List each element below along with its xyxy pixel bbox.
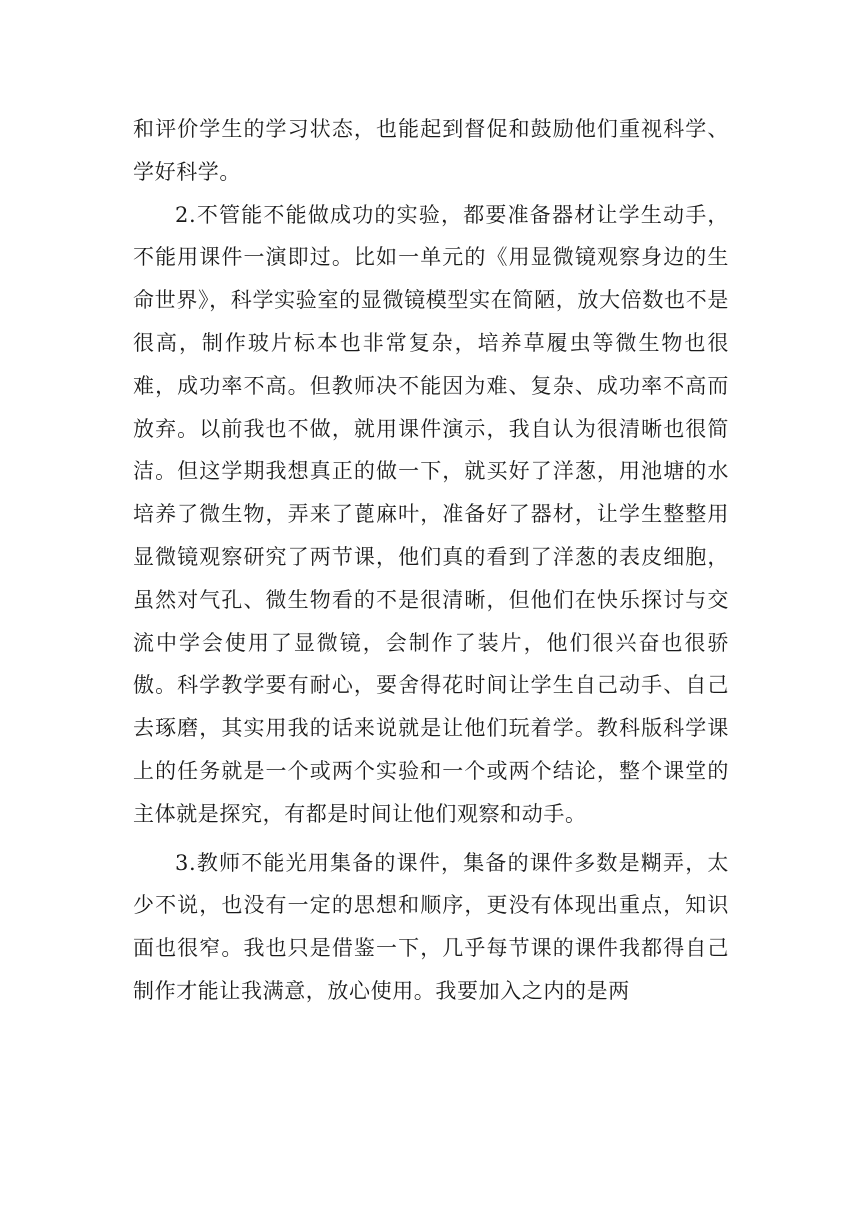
paragraph-item-3: 3.教师不能光用集备的课件，集备的课件多数是糊弄，太少不说，也没有一定的思想和顺序，更没有体现出重点，知识面也很窄。我也只是借鉴一下，几乎每节课的课件我都得自己制作才能让我满意，放心使用。我要加入之内的是两 [133,850,729,1003]
paragraph-continuation: 和评价学生的学习状态，也能起到督促和鼓励他们重视科学、学好科学。 [133,117,729,184]
paragraph-item-2: 2.不管能不能做成功的实验，都要准备器材让学生动手，不能用课件一演即过。比如一单元的《用显微镜观察身边的生命世界》，科学实验室的显微镜模型实在简陋，放大倍数也不是很高，制作玻片标本也非常复杂，培养草履虫等微生物也很难，成功率不高。但教师决不能因为难、复杂、成功率不高而放弃。以前我也不做，就用课件演示，我自认为很清晰也很简洁。但这学期我想真正的做一下，就买好了洋葱，用池塘的水培养了微生物，弄来了蓖麻叶，准备好了器材，让学生整整用显微镜观察研究了两节课，他们真的看到了洋葱的表皮细胞，虽然对气孔、微生物看的不是很清晰，但他们在快乐探讨与交流中学会使用了显微镜，会制作了装片，他们很兴奋也很骄傲。科学教学要有耐心，要舍得花时间让学生自己动手、自己去琢磨，其实用我的话来说就是让他们玩着学。教科版科学课上的任务就是一个或两个实验和一个或两个结论，整个课堂的主体就是探究，有都是时间让他们观察和动手。 [133,202,729,826]
document-body [133,108,729,1013]
